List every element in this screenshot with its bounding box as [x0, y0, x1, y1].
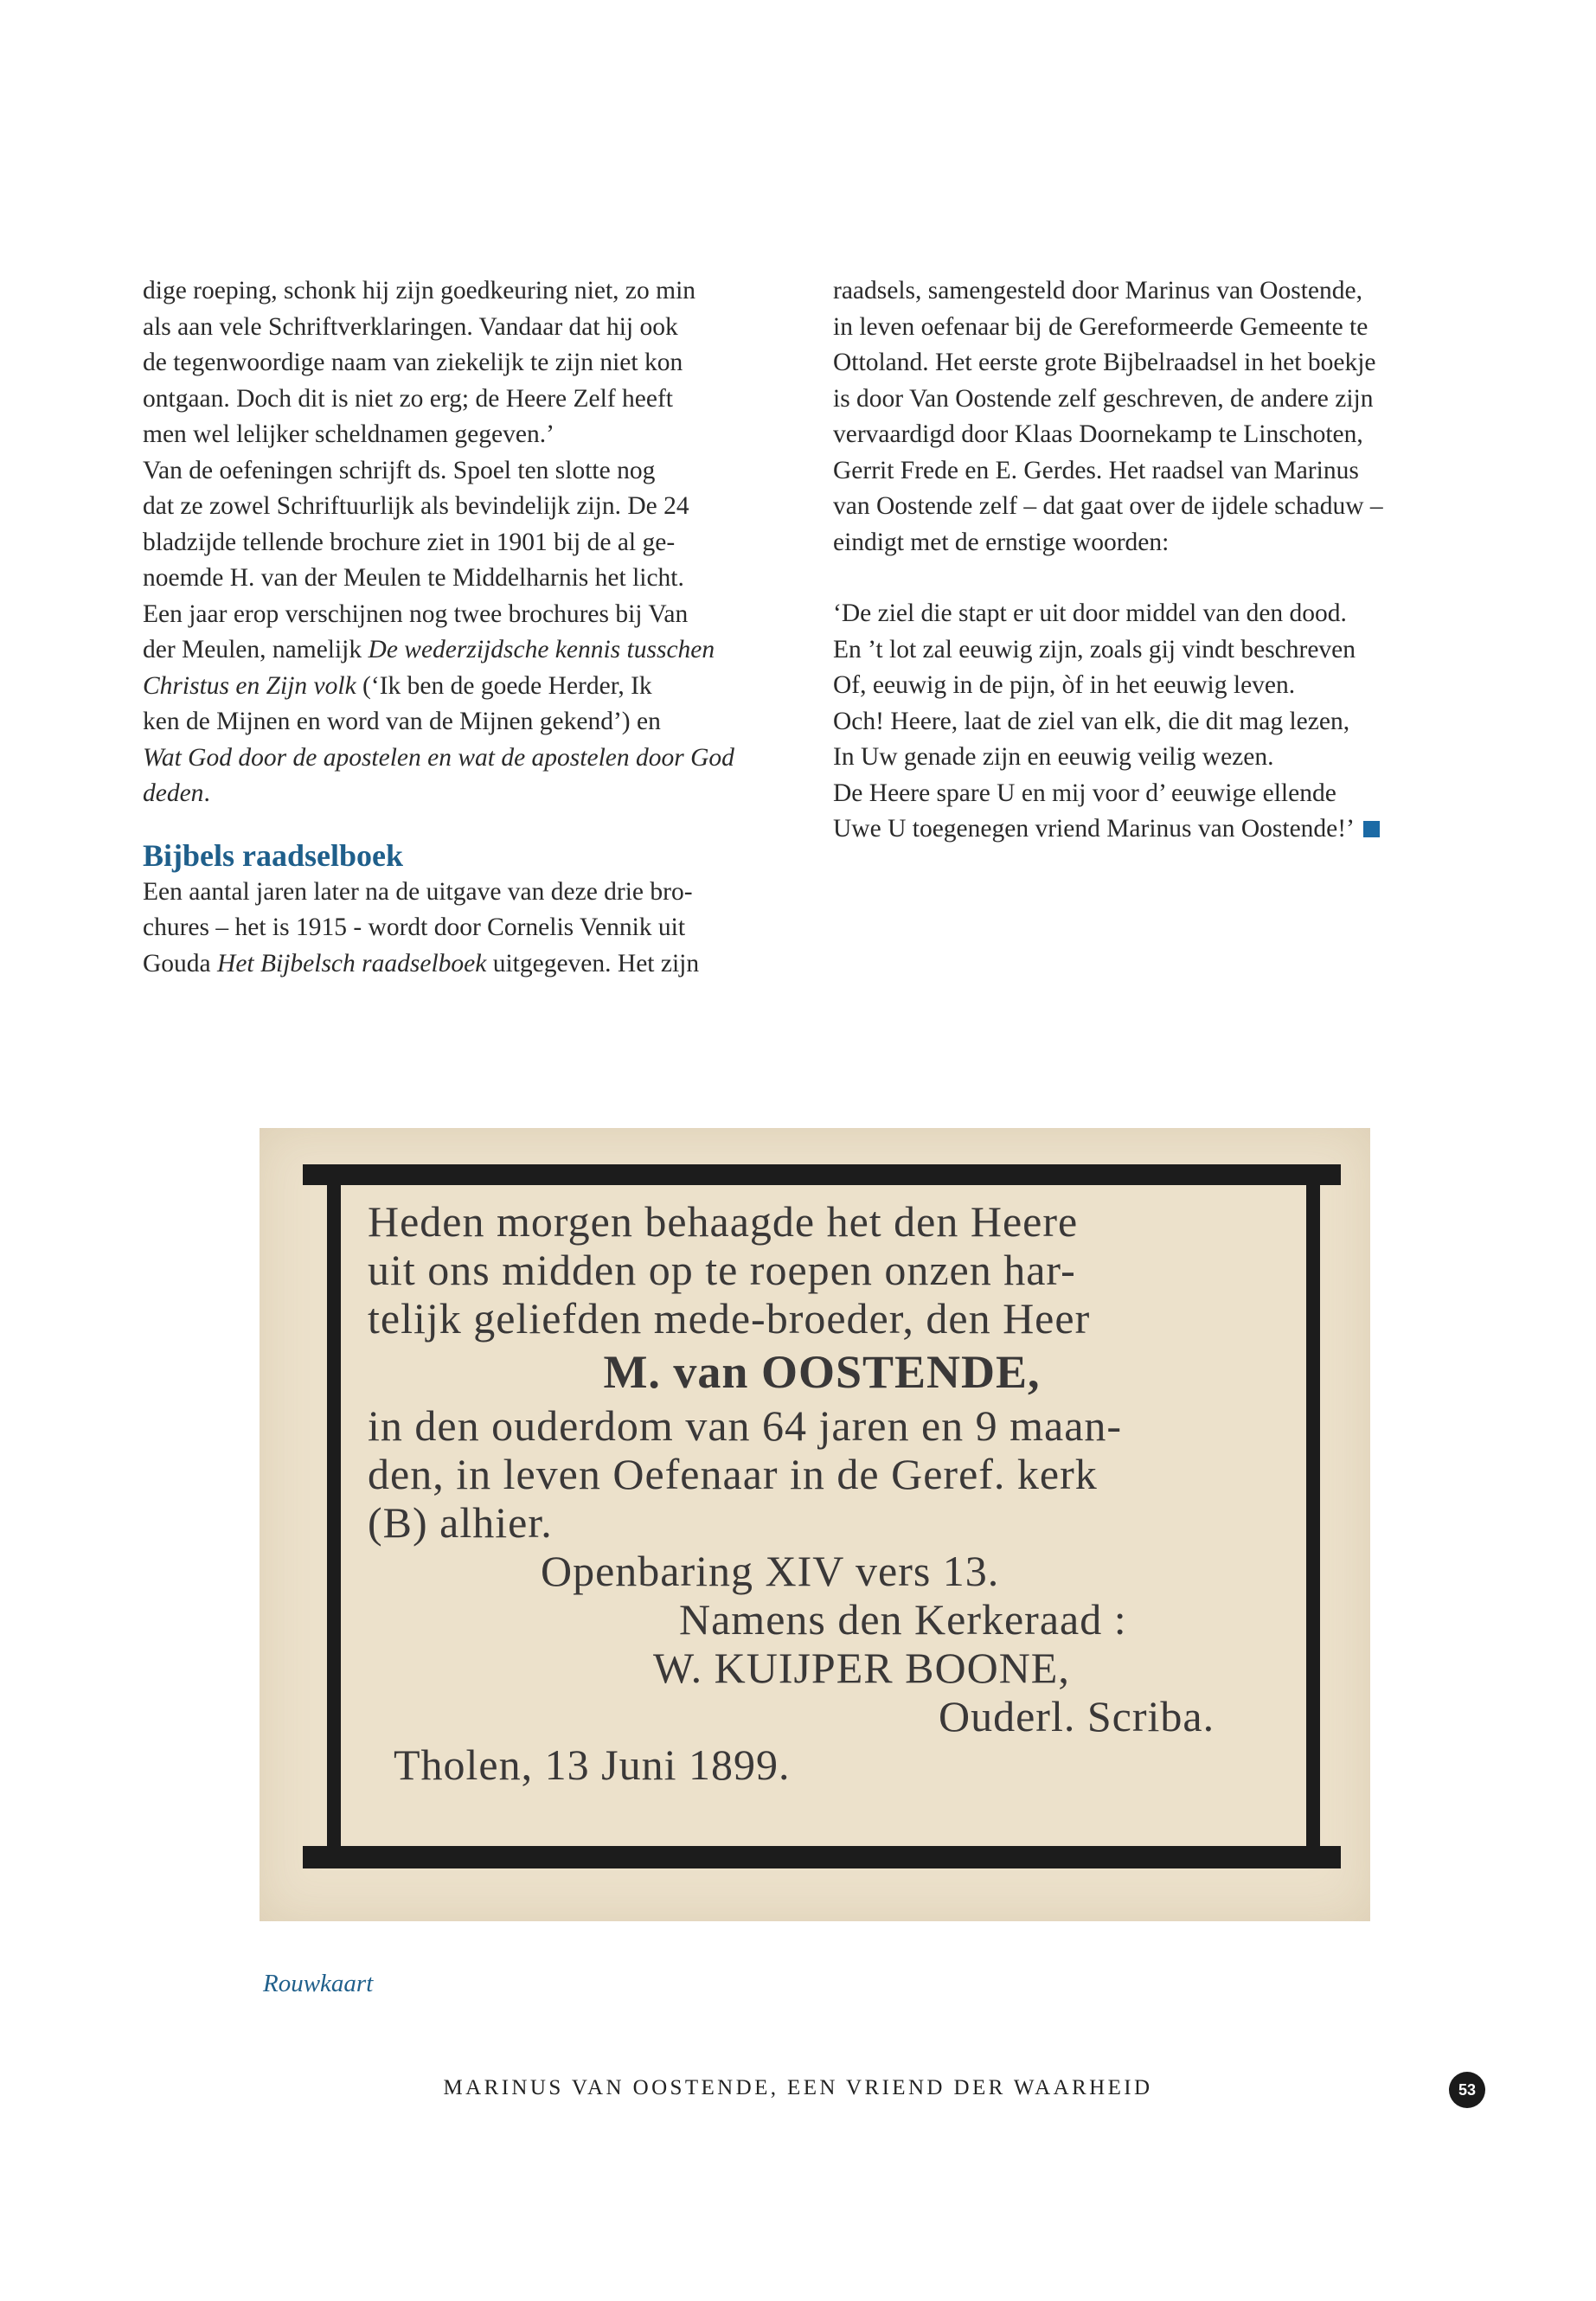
paragraph-line: noemde H. van der Meulen te Middelharnis het licht. [143, 564, 684, 592]
scripture-reference: Openbaring XIV vers 13. [541, 1547, 1000, 1595]
paragraph-line: vervaardigd door Klaas Doornekamp te Linschoten, [833, 420, 1363, 448]
paragraph-line [143, 632, 783, 669]
notice-text [368, 1197, 1276, 1789]
right-column [833, 273, 1473, 848]
poem-line: In Uw genade zijn en eeuwig veilig wezen. [833, 743, 1274, 771]
paragraph-line: chures – het is 1915 - wordt door Cornelis Vennik uit [143, 913, 686, 941]
book-title-1a: De wederzijdsche kennis tusschen [368, 636, 715, 663]
text-run: Gouda [143, 949, 218, 977]
text-run: . [203, 779, 210, 807]
image-caption: Rouwkaart [263, 1970, 374, 1997]
paragraph-line: Gerrit Frede en E. Gerdes. Het raadsel van Marinus [833, 456, 1359, 484]
page-number-badge: 53 [1449, 2072, 1485, 2108]
notice-line: (B) alhier. [368, 1498, 553, 1547]
book-title-1b: Christus en Zijn volk [143, 671, 356, 700]
mourning-notice-clipping [260, 1128, 1370, 1921]
paragraph-line: dat ze zowel Schriftuurlijk als bevindelijk zijn. De 24 [143, 492, 689, 520]
poem-line [833, 811, 1473, 848]
right-border [1306, 1180, 1320, 1855]
paragraph-line: ontgaan. Doch dit is niet zo erg; de Heere Zelf heeft [143, 384, 673, 413]
poem-line: En ’t lot zal eeuwig zijn, zoals gij vindt beschreven [833, 635, 1356, 663]
paragraph-line [143, 776, 783, 812]
running-footer: MARINUS VAN OOSTENDE, EEN VRIEND DER WAARHEID [443, 2076, 1153, 2099]
text-run: Uwe U toegenegen vriend Marinus van Oostende!’ [833, 815, 1355, 843]
paragraph-line: Een jaar erop verschijnen nog twee brochures bij Van [143, 599, 689, 628]
text-run: (‘Ik ben de goede Herder, Ik [356, 671, 652, 700]
poem-line: ‘De ziel die stapt er uit door middel van den dood. [833, 599, 1347, 627]
on-behalf-line: Namens den Kerkeraad : [679, 1595, 1127, 1644]
poem-line: Och! Heere, laat de ziel van elk, die dit mag lezen, [833, 707, 1350, 735]
signer-role: Ouderl. Scriba. [939, 1692, 1215, 1740]
end-of-article-icon [1363, 821, 1380, 837]
book-title-2b: deden [143, 779, 204, 807]
text-run: uitgegeven. Het zijn [486, 949, 700, 977]
notice-line: telijk geliefden mede-broeder, den Heer [368, 1294, 1091, 1343]
bottom-border [303, 1846, 1341, 1868]
text-run: der Meulen, namelijk [143, 636, 369, 663]
paragraph-line: is door Van Oostende zelf geschreven, de andere zijn [833, 384, 1374, 413]
notice-line: uit ons midden op te roepen onzen har- [368, 1246, 1076, 1294]
paragraph-line: ken de Mijnen en word van de Mijnen gekend’) en [143, 708, 661, 735]
paragraph-line: bladzijde tellende brochure ziet in 1901 bij de al ge- [143, 528, 676, 556]
book-title-3: Het Bijbelsch raadselboek [217, 949, 487, 977]
top-border [303, 1164, 1341, 1185]
section-heading: Bijbels raadselboek [143, 837, 404, 873]
poem-line: Of, eeuwig in de pijn, òf in het eeuwig leven. [833, 671, 1296, 699]
left-column [143, 273, 783, 982]
paragraph-line: Van de oefeningen schrijft ds. Spoel ten slotte nog [143, 456, 656, 484]
paragraph-line: als aan vele Schriftverklaringen. Vandaar dat hij ook [143, 312, 678, 341]
place-date: Tholen, 13 Juni 1899. [394, 1740, 791, 1789]
poem-line: De Heere spare U en mij voor d’ eeuwige ellende [833, 779, 1336, 807]
paragraph-line: Ottoland. Het eerste grote Bijbelraadsel in het boekje [833, 349, 1376, 376]
notice-line: den, in leven Oefenaar in de Geref. kerk [368, 1450, 1098, 1498]
paragraph-line: men wel lelijker scheldnamen gegeven.’ [143, 420, 554, 448]
paragraph-line: Een aantal jaren later na de uitgave van deze drie bro- [143, 877, 693, 906]
paragraph-line: de tegenwoordige naam van ziekelijk te zijn niet kon [143, 349, 683, 376]
paragraph-line: raadsels, samengesteld door Marinus van Oostende, [833, 277, 1362, 304]
book-title-2a: Wat God door de apostelen en wat de apostelen door God [143, 743, 734, 772]
deceased-name: M. van OOSTENDE, [603, 1346, 1041, 1398]
paragraph-line: in leven oefenaar bij de Gereformeerde Gemeente te [833, 312, 1368, 341]
notice-line: Heden morgen behaagde het den Heere [368, 1197, 1079, 1246]
paragraph-line: eindigt met de ernstige woorden: [833, 528, 1170, 556]
paragraph-line [143, 946, 783, 983]
paragraph-line [143, 740, 783, 777]
paragraph-line: dige roeping, schonk hij zijn goedkeuring niet, zo min [143, 277, 696, 304]
left-border [327, 1180, 341, 1855]
paragraph-line: van Oostende zelf – dat gaat over de ijdele schaduw – [833, 492, 1383, 520]
notice-line: in den ouderdom van 64 jaren en 9 maan- [368, 1401, 1123, 1450]
paragraph-line [143, 669, 783, 705]
signer-name: W. KUIJPER BOONE, [653, 1644, 1070, 1692]
